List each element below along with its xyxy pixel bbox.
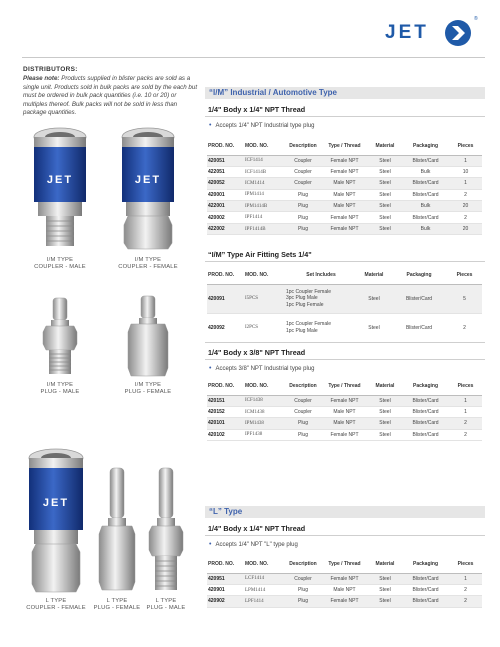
col-pieces: Pieces bbox=[449, 555, 482, 573]
table-row bbox=[207, 596, 482, 607]
bullet-icon: • bbox=[209, 122, 212, 129]
cell-type-thread: Male NPT bbox=[321, 189, 368, 200]
caption-line-type: L TYPE bbox=[155, 598, 177, 604]
cell-pieces: 20 bbox=[449, 223, 482, 234]
l-plug-male-image bbox=[148, 466, 184, 594]
l-quarter-npt-bullet bbox=[209, 541, 298, 548]
include-item: 1pc Coupler Female bbox=[286, 320, 332, 327]
table-header-row bbox=[207, 266, 482, 284]
table-row bbox=[207, 178, 482, 189]
cell-pieces: 1 bbox=[449, 155, 482, 166]
cell-type-thread: Female NPT bbox=[321, 573, 368, 584]
note-label: Please note: bbox=[23, 75, 60, 82]
include-item: 1pc Plug Female bbox=[286, 301, 324, 308]
cell-description: Plug bbox=[285, 584, 321, 595]
l-quarter-npt-table bbox=[207, 555, 482, 608]
im-three-eighths-title: 1/4" Body x 3/8" NPT Thread bbox=[208, 348, 306, 357]
cell-material: Steel bbox=[368, 201, 402, 212]
l-quarter-npt-rule bbox=[205, 535, 485, 536]
table-row bbox=[207, 395, 482, 406]
cell-type-thread: Female NPT bbox=[321, 596, 368, 607]
cell-material: Steel bbox=[368, 584, 402, 595]
col-set-includes: Set Includes bbox=[285, 266, 357, 284]
cell-type-thread: Female NPT bbox=[321, 395, 368, 406]
cell-mod: LPM1414 bbox=[244, 584, 285, 595]
table-row bbox=[207, 166, 482, 177]
cell-type-thread: Male NPT bbox=[321, 201, 368, 212]
col-material: Material bbox=[368, 377, 402, 395]
distributors-note bbox=[23, 75, 201, 118]
col-pieces: Pieces bbox=[449, 137, 482, 155]
jet-logo bbox=[385, 16, 485, 48]
caption-line-type: I/M TYPE bbox=[134, 257, 162, 263]
cell-mod: IPM1438 bbox=[244, 418, 285, 429]
cell-type-thread: Male NPT bbox=[321, 584, 368, 595]
cell-description: Coupler bbox=[285, 573, 321, 584]
cell-pieces: 2 bbox=[449, 189, 482, 200]
l-plug-female-image bbox=[98, 466, 136, 594]
coupler-female-image bbox=[116, 125, 180, 255]
cell-prod: 420002 bbox=[207, 212, 244, 223]
cell-prod: 420051 bbox=[207, 155, 244, 166]
cell-prod: 422002 bbox=[207, 223, 244, 234]
cell-material: Steel bbox=[368, 406, 402, 417]
cell-packaging: Blister/Card bbox=[402, 573, 449, 584]
table-row bbox=[207, 429, 482, 440]
include-item: 3pc Plug Male bbox=[286, 295, 318, 302]
im-three-eighths-rule bbox=[205, 359, 485, 360]
cell-packaging: Bulk bbox=[402, 223, 449, 234]
cell-description: Coupler bbox=[285, 406, 321, 417]
col-packaging: Packaging bbox=[391, 266, 447, 284]
brand-name: JET bbox=[385, 22, 429, 43]
cell-mod: LPF1414 bbox=[244, 596, 285, 607]
include-item: 1pc Plug Male bbox=[286, 327, 318, 334]
cell-mod: LCF1414 bbox=[244, 573, 285, 584]
cell-includes bbox=[285, 284, 357, 313]
cell-pieces: 10 bbox=[449, 166, 482, 177]
col-mod-no: MOD. NO. bbox=[244, 137, 285, 155]
col-prod-no: PROD. NO. bbox=[207, 266, 244, 284]
caption-line-type: L TYPE bbox=[106, 598, 128, 604]
cell-mod: ICM1414 bbox=[244, 178, 285, 189]
table-header-row bbox=[207, 555, 482, 573]
header-divider bbox=[22, 57, 485, 58]
col-material: Material bbox=[368, 555, 402, 573]
table-row bbox=[207, 189, 482, 200]
table-row bbox=[207, 201, 482, 212]
col-description: Description bbox=[285, 377, 321, 395]
caption-line-kind: PLUG - FEMALE bbox=[124, 389, 172, 395]
im-three-eighths-bullet bbox=[209, 365, 315, 372]
col-pieces: Pieces bbox=[447, 266, 482, 284]
caption-coupler-female bbox=[108, 257, 188, 271]
bullet-text: Accepts 1/4" NPT Industrial type plug bbox=[215, 123, 315, 129]
caption-line-type: L TYPE bbox=[45, 598, 67, 604]
caption-line-kind: COUPLER - FEMALE bbox=[26, 605, 86, 611]
cell-prod: 422001 bbox=[207, 201, 244, 212]
cell-description: Coupler bbox=[285, 155, 321, 166]
registered-mark: ® bbox=[474, 16, 478, 22]
cell-packaging: Blister/Card bbox=[402, 189, 449, 200]
arrow-circle-icon bbox=[445, 20, 471, 46]
caption-plug-female bbox=[108, 382, 188, 396]
caption-line-type: I/M TYPE bbox=[134, 382, 162, 388]
im-sets-title: “I/M” Type Air Fitting Sets 1/4" bbox=[208, 250, 312, 259]
cell-description: Plug bbox=[285, 418, 321, 429]
sets-bottom-rule bbox=[205, 342, 485, 343]
col-prod-no: PROD. NO. bbox=[207, 137, 244, 155]
cell-description: Coupler bbox=[285, 178, 321, 189]
distributors-title: DISTRIBUTORS: bbox=[23, 66, 78, 73]
cell-description: Plug bbox=[285, 201, 321, 212]
svg-text:JET: JET bbox=[134, 174, 162, 186]
caption-line-kind: PLUG - MALE bbox=[40, 389, 80, 395]
cell-mod: IPM1414B bbox=[244, 201, 285, 212]
col-type-thread: Type / Thread bbox=[321, 555, 368, 573]
cell-packaging: Blister/Card bbox=[402, 212, 449, 223]
cell-material: Steel bbox=[357, 284, 391, 313]
caption-l-plug-male bbox=[128, 598, 204, 612]
l-coupler-female-image bbox=[24, 446, 88, 596]
table-header-row bbox=[207, 377, 482, 395]
caption-line-kind: PLUG - FEMALE bbox=[93, 605, 141, 611]
cell-pieces: 20 bbox=[449, 201, 482, 212]
cell-packaging: Blister/Card bbox=[402, 178, 449, 189]
cell-type-thread: Female NPT bbox=[321, 429, 368, 440]
cell-material: Steel bbox=[368, 395, 402, 406]
cell-material: Steel bbox=[368, 212, 402, 223]
cell-mod: ICF1414B bbox=[244, 166, 285, 177]
cell-prod: 420052 bbox=[207, 178, 244, 189]
cell-packaging: Bulk bbox=[402, 201, 449, 212]
plug-female-image bbox=[126, 294, 170, 378]
cell-packaging: Blister/Card bbox=[402, 155, 449, 166]
cell-type-thread: Female NPT bbox=[321, 212, 368, 223]
col-packaging: Packaging bbox=[402, 137, 449, 155]
note-text: Products supplied in blister packs are sold as a single unit. Products sold in bulk packs are sold by the each but must be ordered in bulk pack quantities (i.e. 10 or 20) or multiples thereof. Bulk packs will not be sold in less than package quantities. bbox=[23, 75, 198, 117]
caption-line-type: I/M TYPE bbox=[46, 257, 74, 263]
caption-line-kind: COUPLER - FEMALE bbox=[118, 264, 178, 270]
cell-packaging: Blister/Card bbox=[402, 584, 449, 595]
col-description: Description bbox=[285, 137, 321, 155]
cell-prod: 420102 bbox=[207, 429, 244, 440]
caption-line-type: I/M TYPE bbox=[46, 382, 74, 388]
cell-material: Steel bbox=[368, 429, 402, 440]
table-row bbox=[207, 212, 482, 223]
col-material: Material bbox=[357, 266, 391, 284]
cell-material: Steel bbox=[368, 166, 402, 177]
cell-mod: IPF1414 bbox=[244, 212, 285, 223]
cell-pieces: 1 bbox=[449, 395, 482, 406]
col-prod-no: PROD. NO. bbox=[207, 555, 244, 573]
table-row bbox=[207, 573, 482, 584]
col-description: Description bbox=[285, 555, 321, 573]
coupler-male-image bbox=[28, 125, 92, 255]
section-l-heading bbox=[205, 506, 485, 518]
cell-prod: 420001 bbox=[207, 189, 244, 200]
plug-male-image bbox=[40, 296, 80, 376]
cell-description: Coupler bbox=[285, 166, 321, 177]
im-sets-rule bbox=[205, 261, 485, 262]
cell-packaging: Blister/Card bbox=[402, 418, 449, 429]
cell-includes bbox=[285, 313, 357, 342]
cell-prod: 420902 bbox=[207, 596, 244, 607]
cell-type-thread: Male NPT bbox=[321, 418, 368, 429]
cell-type-thread: Male NPT bbox=[321, 406, 368, 417]
cell-material: Steel bbox=[368, 418, 402, 429]
cell-pieces: 2 bbox=[449, 596, 482, 607]
table-header-row bbox=[207, 137, 482, 155]
cell-mod: I5PCS bbox=[244, 284, 285, 313]
cell-pieces: 2 bbox=[449, 212, 482, 223]
cell-description: Plug bbox=[285, 189, 321, 200]
cell-description: Plug bbox=[285, 596, 321, 607]
cell-pieces: 2 bbox=[447, 313, 482, 342]
cell-material: Steel bbox=[368, 223, 402, 234]
col-prod-no: PROD. NO. bbox=[207, 377, 244, 395]
im-sets-table bbox=[207, 266, 482, 343]
cell-material: Steel bbox=[368, 155, 402, 166]
cell-prod: 420092 bbox=[207, 313, 244, 342]
table-row bbox=[207, 313, 482, 342]
table-row bbox=[207, 155, 482, 166]
bullet-text: Accepts 3/8" NPT Industrial type plug bbox=[215, 366, 315, 372]
svg-text:JET: JET bbox=[42, 497, 70, 509]
cell-prod: 422051 bbox=[207, 166, 244, 177]
cell-mod: IPF1438 bbox=[244, 429, 285, 440]
svg-text:JET: JET bbox=[46, 174, 74, 186]
cell-packaging: Blister/Card bbox=[391, 313, 447, 342]
cell-pieces: 1 bbox=[449, 178, 482, 189]
cell-material: Steel bbox=[368, 596, 402, 607]
cell-pieces: 1 bbox=[449, 406, 482, 417]
cell-material: Steel bbox=[368, 189, 402, 200]
cell-packaging: Blister/Card bbox=[402, 596, 449, 607]
cell-material: Steel bbox=[368, 178, 402, 189]
col-type-thread: Type / Thread bbox=[321, 137, 368, 155]
cell-pieces: 5 bbox=[447, 284, 482, 313]
col-mod-no: MOD. NO. bbox=[244, 266, 285, 284]
table-row bbox=[207, 418, 482, 429]
caption-line-kind: PLUG - MALE bbox=[146, 605, 186, 611]
cell-packaging: Blister/Card bbox=[402, 395, 449, 406]
cell-prod: 420151 bbox=[207, 395, 244, 406]
cell-pieces: 2 bbox=[449, 418, 482, 429]
im-quarter-npt-bullet bbox=[209, 122, 315, 129]
cell-type-thread: Male NPT bbox=[321, 178, 368, 189]
section-im-title: “I/M” Industrial / Automotive Type bbox=[209, 88, 338, 97]
cell-description: Plug bbox=[285, 223, 321, 234]
section-im-heading bbox=[205, 87, 485, 99]
table-row bbox=[207, 406, 482, 417]
cell-mod: ICF1438 bbox=[244, 395, 285, 406]
col-pieces: Pieces bbox=[449, 377, 482, 395]
include-item: 1pc Coupler Female bbox=[286, 288, 332, 295]
l-quarter-npt-title: 1/4" Body x 1/4" NPT Thread bbox=[208, 524, 306, 533]
cell-mod: IPF1414B bbox=[244, 223, 285, 234]
cell-material: Steel bbox=[357, 313, 391, 342]
bullet-icon: • bbox=[209, 541, 212, 548]
cell-packaging: Bulk bbox=[402, 166, 449, 177]
table-row bbox=[207, 584, 482, 595]
cell-packaging: Blister/Card bbox=[402, 429, 449, 440]
cell-mod: ICM1438 bbox=[244, 406, 285, 417]
cell-mod: I2PCS bbox=[244, 313, 285, 342]
cell-mod: IPM1414 bbox=[244, 189, 285, 200]
col-packaging: Packaging bbox=[402, 555, 449, 573]
col-mod-no: MOD. NO. bbox=[244, 377, 285, 395]
cell-description: Plug bbox=[285, 212, 321, 223]
cell-prod: 420901 bbox=[207, 584, 244, 595]
bullet-icon: • bbox=[209, 365, 212, 372]
cell-packaging: Blister/Card bbox=[402, 406, 449, 417]
cell-prod: 420951 bbox=[207, 573, 244, 584]
table-row bbox=[207, 284, 482, 313]
cell-type-thread: Female NPT bbox=[321, 155, 368, 166]
cell-packaging: Blister/Card bbox=[391, 284, 447, 313]
table-row bbox=[207, 223, 482, 234]
cell-description: Coupler bbox=[285, 395, 321, 406]
cell-pieces: 2 bbox=[449, 429, 482, 440]
im-quarter-npt-table bbox=[207, 137, 482, 235]
caption-line-kind: COUPLER - MALE bbox=[34, 264, 86, 270]
im-quarter-npt-rule bbox=[205, 116, 485, 117]
cell-type-thread: Female NPT bbox=[321, 166, 368, 177]
section-l-title: “L” Type bbox=[209, 507, 243, 516]
im-three-eighths-table bbox=[207, 377, 482, 441]
cell-pieces: 2 bbox=[449, 584, 482, 595]
cell-pieces: 1 bbox=[449, 573, 482, 584]
col-material: Material bbox=[368, 137, 402, 155]
cell-description: Plug bbox=[285, 429, 321, 440]
col-mod-no: MOD. NO. bbox=[244, 555, 285, 573]
caption-coupler-male bbox=[20, 257, 100, 271]
cell-material: Steel bbox=[368, 573, 402, 584]
cell-prod: 420101 bbox=[207, 418, 244, 429]
col-packaging: Packaging bbox=[402, 377, 449, 395]
cell-type-thread: Female NPT bbox=[321, 223, 368, 234]
im-quarter-npt-title: 1/4" Body x 1/4" NPT Thread bbox=[208, 105, 306, 114]
cell-prod: 420091 bbox=[207, 284, 244, 313]
bullet-text: Accepts 1/4" NPT "L" type plug bbox=[215, 542, 298, 548]
col-type-thread: Type / Thread bbox=[321, 377, 368, 395]
cell-prod: 420152 bbox=[207, 406, 244, 417]
cell-mod: ICF1414 bbox=[244, 155, 285, 166]
caption-plug-male bbox=[20, 382, 100, 396]
